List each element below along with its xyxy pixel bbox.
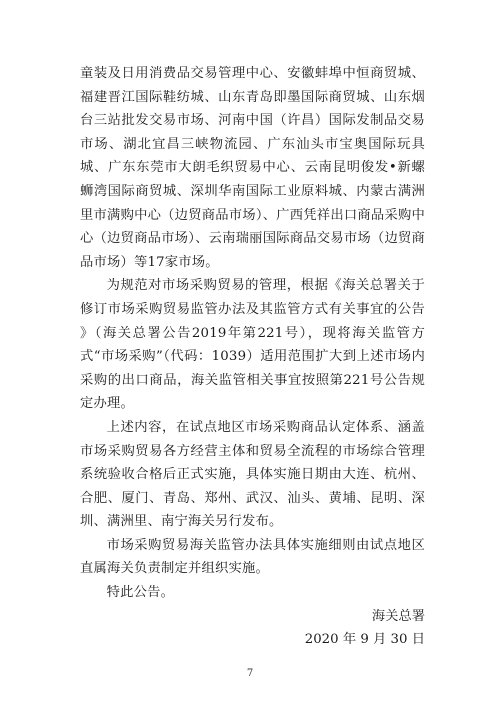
paragraph-market-list: 童装及日用消费品交易管理中心、安徽蚌埠中恒商贸城、福建晋江国际鞋纺城、山东青岛即墨国际商贸城、山东烟台三站批发交易市场、河南中国（许昌）国际发制品交易市场、湖北宜昌三峡物流园、广东汕头市宝奥国际玩具城、广东东莞市大朗毛织贸易中心、云南昆明俊发•新螺蛳湾国际商贸城、深圳华南国际工业原料城、内蒙古满洲里市满购中心（边贸商品市场）、广西凭祥出口商品采购中心（边贸商品市场）、云南瑞丽国际商品交易市场（边贸商品市场）等17家市场。 (80, 66, 425, 270)
page-number: 7 (246, 668, 254, 679)
signoff-date: 2020 年 9 月 30 日 (304, 632, 425, 648)
document-body (80, 62, 425, 652)
paragraph-implementation: 上述内容，在试点地区市场采购商品认定体系、涵盖市场采购贸易各方经营主体和贸易全流程的市场综合管理系统验收合格后正式实施，具体实施日期由大连、杭州、合肥、厦门、青岛、郑州、武汉、汕头、黄埔、昆明、深圳、满洲里、南宁海关另行发布。 (80, 419, 425, 530)
paragraph-closing: 特此公告。 (106, 585, 175, 601)
paragraph-regulation-basis: 为规范对市场采购贸易的管理，根据《海关总署关于修订市场采购贸易监管办法及其监管方式有关事宜的公告 》（海关总署公告2019年第221号），现将海关监管方式“市场采购”（代码：1039）适用范围扩大到上述市场内采购的出口商品，海关监管相关事宜按照第221号公告规定办理。 (80, 278, 425, 412)
signoff-organization: 海关总署 (371, 608, 425, 624)
paragraph-detailed-rules: 市场采购贸易海关监管办法具体实施细则由试点地区直属海关负责制定并组织实施。 (80, 537, 425, 577)
